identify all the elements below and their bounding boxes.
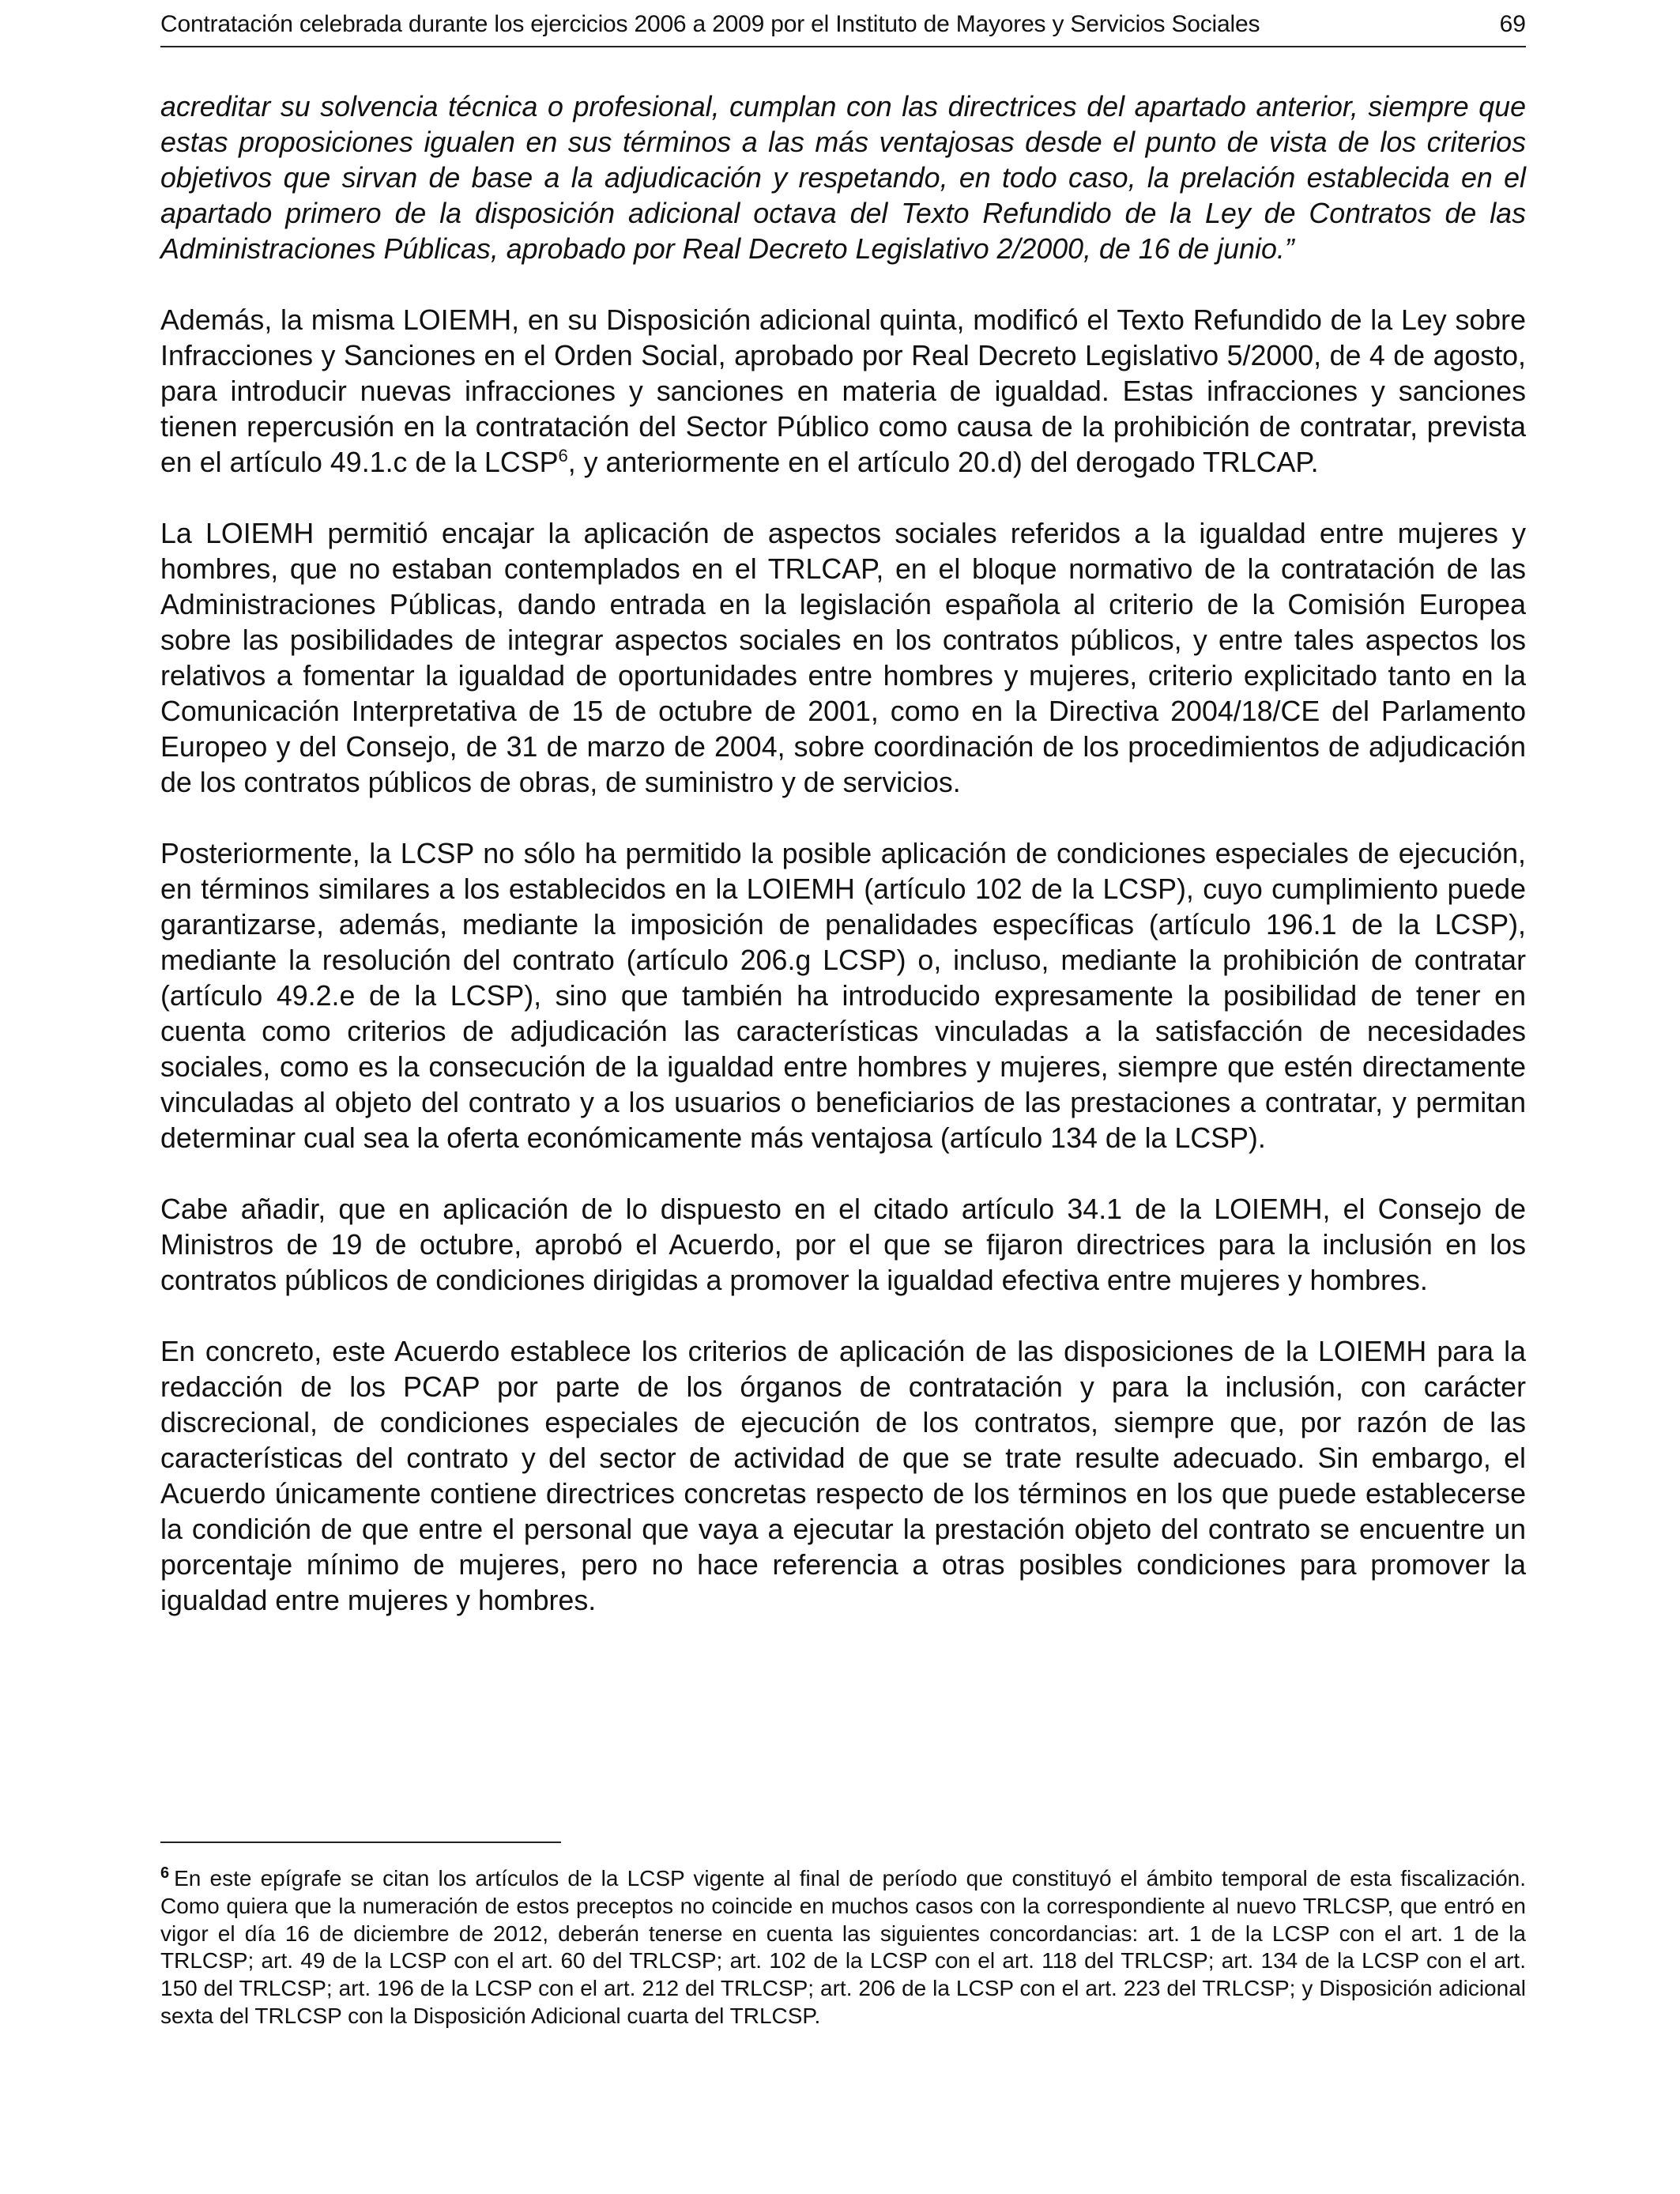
footnote — [160, 1865, 1526, 2030]
page-number: 69 — [1499, 11, 1526, 37]
paragraph-text: Además, la misma LOIEMH, en su Disposición adicional quinta, modificó el Texto Refundido de la Ley sobre Infracciones y Sanciones en el Orden Social, aprobado por Real Decreto Legislativo 5/2000, de 4 de agosto, para introducir nuevas infracciones y sanciones en materia de igualdad. Estas infracciones y sanciones tienen repercusión en la contratación del Sector Público como causa de la prohibición de contratar, prevista en el artículo 49.1.c de la LCSP — [160, 304, 1526, 478]
body-text — [160, 89, 1526, 1654]
header-title: Contratación celebrada durante los ejercicios 2006 a 2009 por el Instituto de Mayores y Servicios Sociales — [160, 11, 1260, 37]
paragraph-lcsp: Posteriormente, la LCSP no sólo ha permitido la posible aplicación de condiciones especiales de ejecución, en términos similares a los establecidos en la LOIEMH (artículo 102 de la LCSP), cuyo cumplimiento puede garantizarse, además, mediante la imposición de penalidades específicas (artículo 196.1 de la LCSP), mediante la resolución del contrato (artículo 206.g LCSP) o, incluso, mediante la prohibición de contratar (artículo 49.2.e de la LCSP), sino que también ha introducido expresamente la posibilidad de tener en cuenta como criterios de adjudicación las características vinculadas a la satisfacción de necesidades sociales, como es la consecución de la igualdad entre hombres y mujeres, siempre que estén directamente vinculadas al objeto del contrato y a los usuarios o beneficiarios de las prestaciones a contratar, y permitan determinar cual sea la oferta económicamente más ventajosa (artículo 134 de la LCSP). — [160, 838, 1526, 1154]
paragraph-text: , y anteriormente en el artículo 20.d) del derogado TRLCAP. — [567, 447, 1319, 478]
quoted-paragraph: acreditar su solvencia técnica o profesional, cumplan con las directrices del apartado anterior, siempre que estas proposiciones igualen en sus términos a las más ventajosas desde el punto de vista de los criterios objetivos que sirvan de base a la adjudicación y respetando, en todo caso, la prelación establecida en el apartado primero de la disposición adicional octava del Texto Refundido de la Ley de Contratos de las Administraciones Públicas, aprobado por Real Decreto Legislativo 2/2000, de 16 de junio.” — [160, 91, 1526, 265]
paragraph-consejo: Cabe añadir, que en aplicación de lo dispuesto en el citado artículo 34.1 de la LOIEMH, el Consejo de Ministros de 19 de octubre, aprobó el Acuerdo, por el que se fijaron directrices para la inclusión en los contratos públicos de condiciones dirigidas a promover la igualdad efectiva entre mujeres y hombres. — [160, 1193, 1526, 1296]
paragraph-loiemh: La LOIEMH permitió encajar la aplicación de aspectos sociales referidos a la igualdad entre mujeres y hombres, que no estaban contemplados en el TRLCAP, en el bloque normativo de la contratación de las Administraciones Públicas, dando entrada en la legislación española al criterio de la Comisión Europea sobre las posibilidades de integrar aspectos sociales en los contratos públicos, y entre tales aspectos los relativos a fomentar la igualdad de oportunidades entre hombres y mujeres, criterio explicitado tanto en la Comunicación Interpretativa de 15 de octubre de 2001, como en la Directiva 2004/18/CE del Parlamento Europeo y del Consejo, de 31 de marzo de 2004, sobre coordinación de los procedimientos de adjudicación de los contratos públicos de obras, de suministro y de servicios. — [160, 518, 1526, 798]
running-header — [160, 11, 1526, 47]
paragraph-infracciones — [160, 303, 1526, 481]
footnote-number: 6 — [160, 1864, 170, 1882]
footnote-text: En este epígrafe se citan los artículos de la LCSP vigente al final de período que constituyó el ámbito temporal de esta fiscalización. Como quiera que la numeración de estos preceptos no coincide en muchos casos con la correspondiente al nuevo TRLCSP, que entró en vigor el día 16 de diciembre de 2012, deberán tenerse en cuenta las siguientes concordancias: art. 1 de la LCSP con el art. 1 de la TRLCSP; art. 49 de la LCSP con el art. 60 del TRLCSP; art. 102 de la LCSP con el art. 118 del TRLCSP; art. 134 de la LCSP con el art. 150 del TRLCSP; art. 196 de la LCSP con el art. 212 del TRLCSP; art. 206 de la LCSP con el art. 223 del TRLCSP; y Disposición adicional sexta del TRLCSP con la Disposición Adicional cuarta del TRLCSP. — [160, 1866, 1526, 2028]
footnote-reference[interactable]: 6 — [558, 446, 568, 466]
header-divider — [160, 46, 1526, 47]
paragraph-acuerdo: En concreto, este Acuerdo establece los criterios de aplicación de las disposiciones de la LOIEMH para la redacción de los PCAP por parte de los órganos de contratación y para la inclusión, con carácter discrecional, de condiciones especiales de ejecución de los contratos, siempre que, por razón de las características del contrato y del sector de actividad de que se trate resulte adecuado. Sin embargo, el Acuerdo únicamente contiene directrices concretas respecto de los términos en los que puede establecerse la condición de que entre el personal que vaya a ejecutar la prestación objeto del contrato se encuentre un porcentaje mínimo de mujeres, pero no hace referencia a otras posibles condiciones para promover la igualdad entre mujeres y hombres. — [160, 1336, 1526, 1616]
footnote-divider — [160, 1842, 561, 1843]
